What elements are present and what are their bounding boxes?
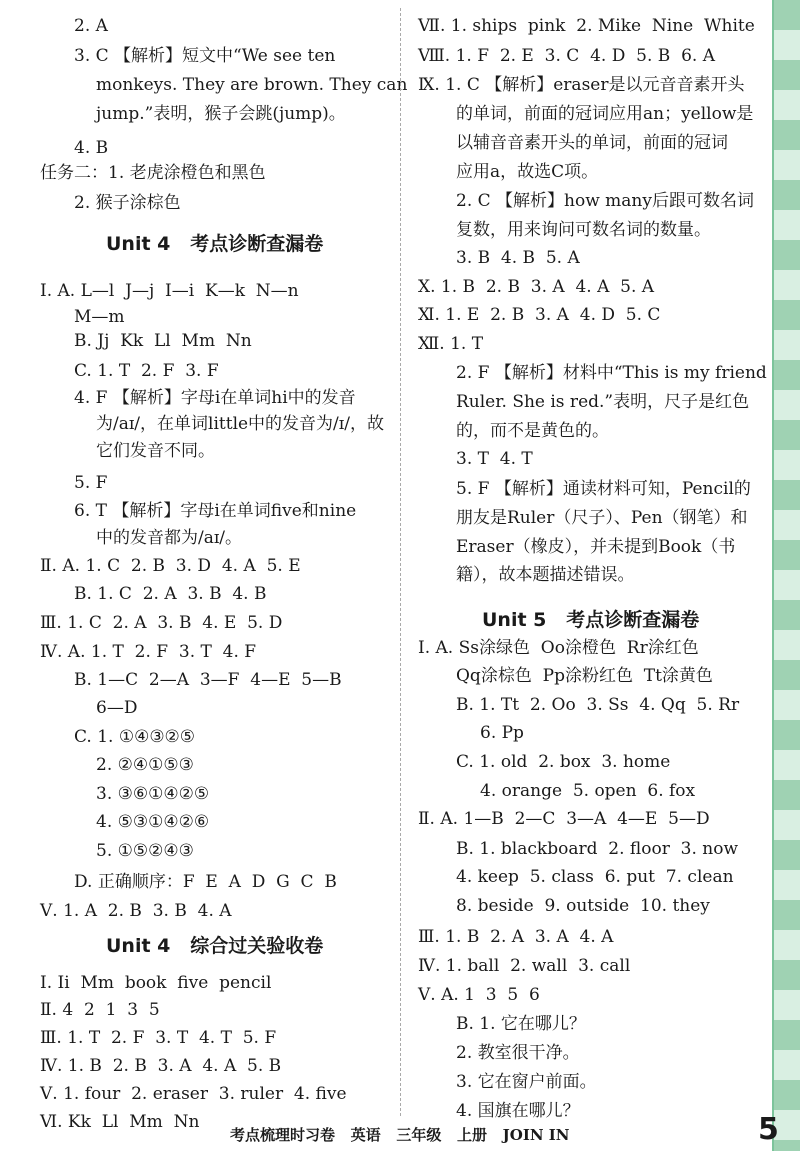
left-answer-line: 为/aɪ/，在单词little中的发音为/ɪ/，故 [96, 414, 384, 434]
left-answer-line: 4. B [74, 138, 109, 158]
right-answer-line: 3. 它在窗户前面。 [456, 1072, 597, 1092]
section-heading: Unit 5 考点诊断查漏卷 [482, 609, 700, 631]
left-answer-line: D. 正确顺序：F E A D G C B [74, 872, 337, 892]
right-answer-line: 3. T 4. T [456, 449, 533, 469]
right-answer-line: B. 1. Tt 2. Oo 3. Ss 4. Qq 5. Rr [456, 695, 740, 715]
right-answer-line: Ⅺ. 1. E 2. B 3. A 4. D 5. C [418, 305, 661, 325]
left-answer-line: C. 1. T 2. F 3. F [74, 361, 219, 381]
right-answer-line: Ⅶ. 1. ships pink 2. Mike Nine White [418, 16, 755, 36]
right-answer-line: 2. 教室很干净。 [456, 1043, 580, 1063]
left-answer-line: Ⅲ. 1. T 2. F 3. T 4. T 5. F [40, 1028, 277, 1048]
left-answer-line: 3. ③⑥①④②⑤ [96, 784, 210, 804]
right-answer-line: 4. keep 5. class 6. put 7. clean [456, 867, 734, 887]
right-answer-line: Qq涂棕色 Pp涂粉红色 Tt涂黄色 [456, 666, 713, 686]
right-answer-line: B. 1. blackboard 2. floor 3. now [456, 839, 738, 859]
right-answer-line: Ⅳ. 1. ball 2. wall 3. call [418, 956, 631, 976]
page-edge-decoration [772, 0, 800, 1151]
left-answer-line: C. 1. ①④③②⑤ [74, 727, 196, 747]
left-answer-line: Ⅱ. A. 1. C 2. B 3. D 4. A 5. E [40, 556, 301, 576]
left-answer-line: 3. C 【解析】短文中“We see ten [74, 46, 336, 66]
left-answer-line: Ⅱ. 4 2 1 3 5 [40, 1000, 160, 1020]
left-answer-line: B. 1—C 2—A 3—F 4—E 5—B [74, 670, 342, 690]
left-answer-line: 任务二：1. 老虎涂橙色和黑色 [40, 163, 266, 183]
left-answer-line: 2. A [74, 16, 108, 36]
right-answer-line: Ⅻ. 1. T [418, 334, 484, 354]
left-answer-line: 6. T 【解析】字母i在单词five和nine [74, 501, 357, 521]
left-answer-line: Ⅰ. A. L—l J—j I—i K—k N—n [40, 281, 299, 301]
right-answer-line: 2. F 【解析】材料中“This is my friend [456, 363, 767, 383]
right-answer-line: Ⅲ. 1. B 2. A 3. A 4. A [418, 927, 614, 947]
right-answer-line: Ⅰ. A. Ss涂绿色 Oo涂橙色 Rr涂红色 [418, 638, 699, 658]
left-answer-line: Ⅰ. Ii Mm book five pencil [40, 973, 272, 993]
right-answer-line: B. 1. 它在哪儿？ [456, 1014, 586, 1034]
right-answer-line: 应用a，故选C项。 [456, 162, 599, 182]
right-answer-line: C. 1. old 2. box 3. home [456, 752, 671, 772]
left-answer-line: 它们发音不同。 [96, 441, 215, 461]
right-answer-line: 8. beside 9. outside 10. they [456, 896, 710, 916]
right-answer-line: 2. C 【解析】how many后跟可数名词 [456, 191, 754, 211]
left-answer-line: B. 1. C 2. A 3. B 4. B [74, 584, 267, 604]
column-divider [400, 8, 401, 1116]
left-answer-line: M—m [74, 307, 125, 327]
left-answer-line: Ⅴ. 1. A 2. B 3. B 4. A [40, 901, 232, 921]
page-number: 5 [758, 1112, 779, 1147]
left-answer-line: 2. 猴子涂棕色 [74, 193, 181, 213]
right-answer-line: 4. orange 5. open 6. fox [480, 781, 696, 801]
right-answer-line: Ⅹ. 1. B 2. B 3. A 4. A 5. A [418, 277, 655, 297]
right-answer-line: 5. F 【解析】通读材料可知，Pencil的 [456, 479, 751, 499]
right-answer-line: 的，而不是黄色的。 [456, 421, 609, 441]
left-answer-line: monkeys. They are brown. They can [96, 75, 408, 95]
right-answer-line: 朋友是Ruler（尺子）、Pen（钢笔）和 [456, 508, 748, 528]
right-answer-line: 3. B 4. B 5. A [456, 248, 580, 268]
right-answer-line: 的单词，前面的冠词应用an；yellow是 [456, 104, 754, 124]
right-answer-line: 复数，用来询问可数名词的数量。 [456, 220, 711, 240]
left-answer-line: 4. ⑤③①④②⑥ [96, 812, 210, 832]
left-answer-line: 5. ①⑤②④③ [96, 841, 194, 861]
left-answer-line: Ⅳ. 1. B 2. B 3. A 4. A 5. B [40, 1056, 282, 1076]
left-answer-line: 中的发音都为/aɪ/。 [96, 528, 243, 548]
right-answer-line: Ⅴ. A. 1 3 5 6 [418, 985, 540, 1005]
right-answer-line: 4. 国旗在哪儿？ [456, 1101, 580, 1121]
right-answer-line: 以辅音音素开头的单词，前面的冠词 [456, 133, 728, 153]
right-answer-line: Ⅱ. A. 1—B 2—C 3—A 4—E 5—D [418, 809, 710, 829]
right-answer-line: Ⅸ. 1. C 【解析】eraser是以元音音素开头 [418, 75, 745, 95]
left-answer-line: Ⅵ. Kk Ll Mm Nn [40, 1112, 200, 1132]
left-answer-line: 4. F 【解析】字母i在单词hi中的发音 [74, 388, 356, 408]
left-answer-line: B. Jj Kk Ll Mm Nn [74, 331, 252, 351]
right-answer-line: Ⅷ. 1. F 2. E 3. C 4. D 5. B 6. A [418, 46, 715, 66]
left-answer-line: 6—D [96, 698, 138, 718]
left-answer-line: jump.”表明，猴子会跳(jump)。 [96, 104, 346, 124]
left-answer-line: Ⅲ. 1. C 2. A 3. B 4. E 5. D [40, 613, 283, 633]
left-answer-line: Ⅳ. A. 1. T 2. F 3. T 4. F [40, 642, 257, 662]
right-answer-line: 6. Pp [480, 723, 524, 743]
section-heading: Unit 4 综合过关验收卷 [106, 935, 324, 957]
left-answer-line: 2. ②④①⑤③ [96, 755, 194, 775]
page-footer: 考点梳理时习卷 英语 三年级 上册 JOIN IN [230, 1126, 570, 1144]
right-answer-line: Ruler. She is red.”表明，尺子是红色 [456, 392, 750, 412]
left-answer-line: Ⅴ. 1. four 2. eraser 3. ruler 4. five [40, 1084, 347, 1104]
left-answer-line: 5. F [74, 473, 108, 493]
right-answer-line: 籍），故本题描述错误。 [456, 565, 635, 585]
section-heading: Unit 4 考点诊断查漏卷 [106, 233, 324, 255]
right-answer-line: Eraser（橡皮），并未提到Book（书 [456, 537, 736, 557]
